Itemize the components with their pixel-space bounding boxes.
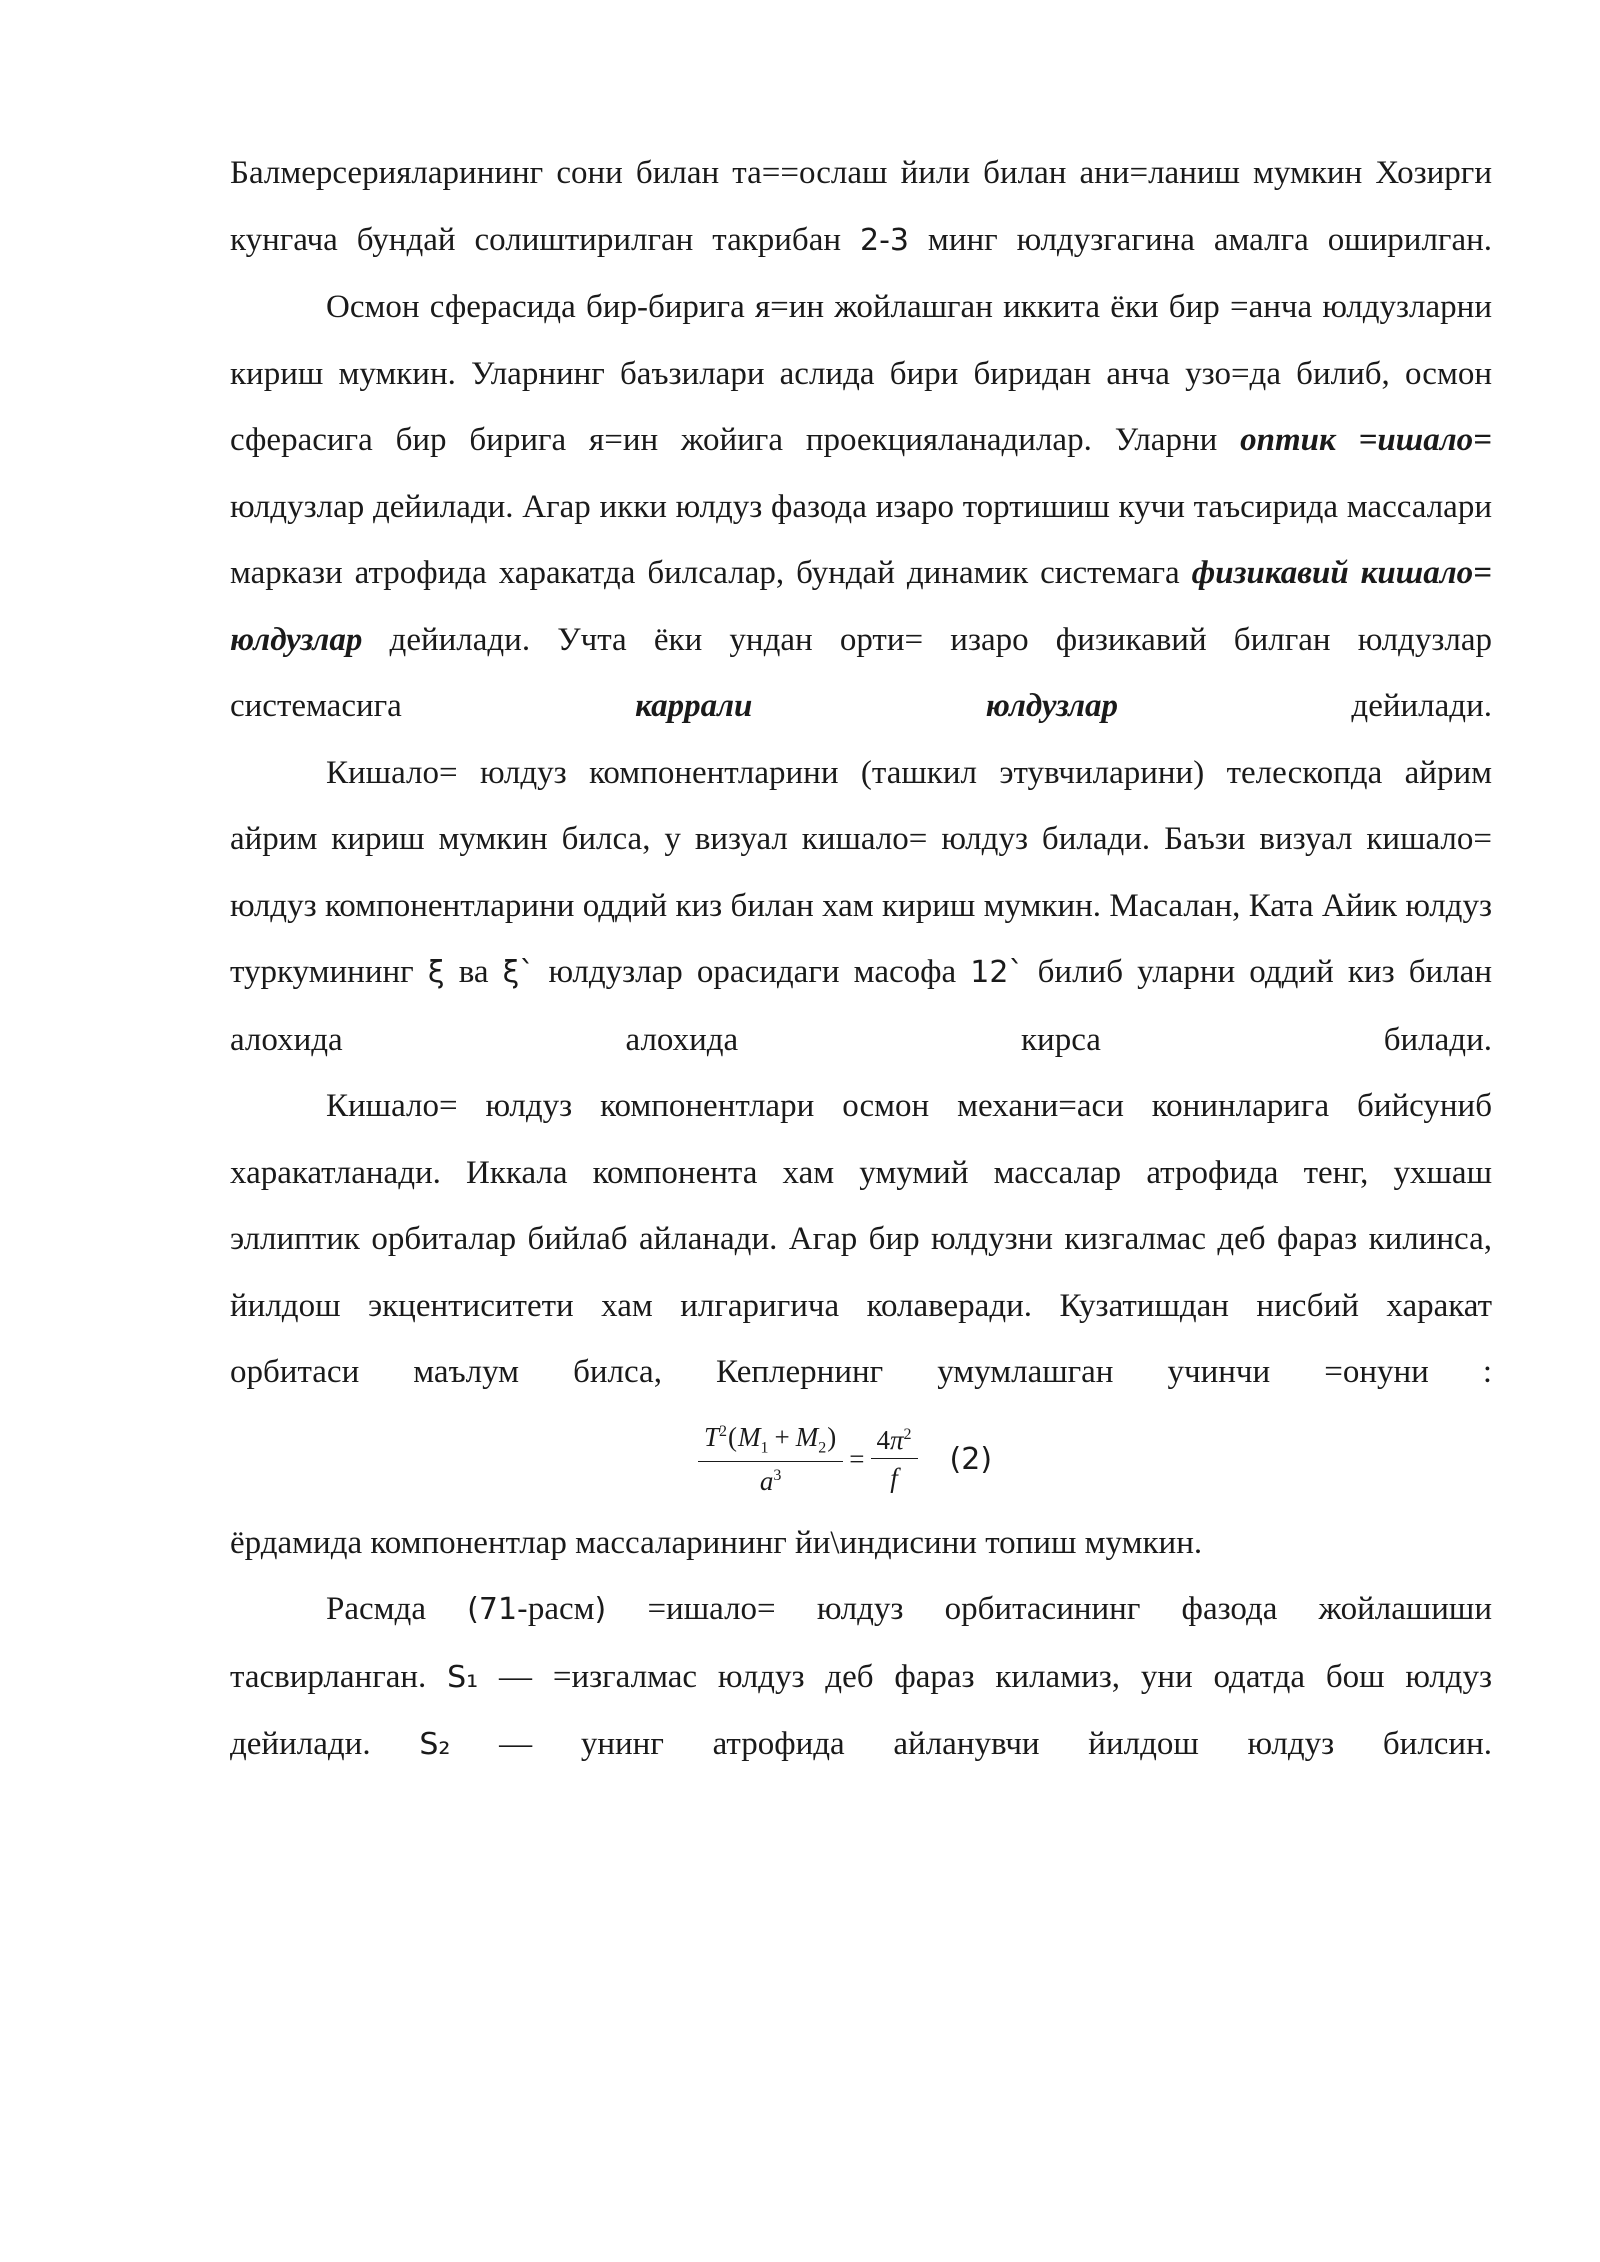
text-run: — =изгалмас юлдуз деб фараз киламиз, уни одатда бош юлдуз дейилади.	[230, 1658, 1492, 1762]
paragraph-4	[230, 1073, 1492, 1406]
document-page	[230, 140, 1492, 1779]
fraction-numerator: $T^2(M_1 + M_2)$	[698, 1424, 843, 1461]
text-run: =ишало= юлдуз орбитасининг фазода жойлашиши тасвирланган.	[230, 1591, 1492, 1695]
text-run: минг юлдузгагина амалга оширилган.	[908, 221, 1493, 258]
equals-sign: =	[849, 1444, 865, 1474]
fraction-denominator: f	[890, 1463, 898, 1493]
term-physical-binary: физикавий кишало= юлдузлар	[230, 555, 1492, 658]
fraction-right	[871, 1427, 918, 1492]
text-run: расм	[527, 1591, 595, 1627]
text-run: дейилади. Учта ёки ундан орти= изаро физикавий билган юлдузлар системасига	[230, 621, 1492, 724]
text-run: Балмерсерияларининг сони билан та==ослаш йили билан ани=ланиш мумкин Хозирги кунгача бундай солиштирилган такрибан	[230, 155, 1492, 258]
number-range: 2-3	[859, 222, 909, 258]
paragraph-6	[230, 1576, 1492, 1779]
figure-ref: (71-	[467, 1592, 528, 1627]
figure-ref: )	[594, 1592, 607, 1627]
fraction-numerator: $4\pi^2$	[871, 1427, 918, 1459]
text-run: Кишало= юлдуз компонентларини (ташкил этувчиларини) телескопда айрим айрим кириш мумкин билса, у визуал кишало= юлдуз билади. Баъзи визуал кишало= юлдуз компонентларини оддий киз билан хам кириш мумкин. Масалан, Ката Айик юлдуз туркумининг	[230, 754, 1492, 990]
fraction-left	[698, 1424, 843, 1494]
paragraph-1	[230, 140, 1492, 274]
star-s1-label: S₁	[447, 1659, 479, 1695]
paragraph-3	[230, 740, 1492, 1074]
text-run: ва	[444, 954, 503, 990]
text-run: дейилади.	[1118, 688, 1492, 724]
text-run: Осмон сферасида бир-бирига я=ин жойлашган иккита ёки бир =анча юлдузларни кириш мумкин. Уларнинг баъзилари аслида бири биридан анча узо=да билиб, осмон сферасига бир бирига я=ин жойига проекцияланадилар. Уларни	[230, 289, 1492, 458]
term-multiple-stars: каррали юлдузлар	[635, 688, 1119, 724]
kepler-formula	[698, 1416, 992, 1504]
text-run: билиб уларни оддий киз билан алохида алохида кирса билади.	[230, 954, 1492, 1058]
text-run: Расмда	[326, 1591, 468, 1627]
star-s2-label: S₂	[419, 1727, 451, 1762]
fraction-denominator: $a^3$	[759, 1465, 782, 1496]
equation-number: (2)	[949, 1441, 993, 1477]
paragraph-2	[230, 274, 1492, 740]
paragraph-5	[230, 1510, 1492, 1577]
greek-xi: ξ	[427, 955, 445, 990]
greek-xi-prime: ξ`	[502, 955, 535, 990]
text-run: юлдузлар дейилади. Агар икки юлдуз фазода изаро тортишиш кучи таъсирида массалари маркази атрофида харакатда билсалар, бундай динамик системага	[230, 488, 1492, 591]
text-run: — унинг атрофида айланувчи йилдош юлдуз билсин.	[450, 1726, 1493, 1762]
text-run: юлдузлар орасидаги масофа	[534, 954, 971, 990]
angle-value: 12`	[970, 955, 1024, 990]
text-run: Кишало= юлдуз компонентлари осмон механи=аси конинларига бийсуниб харакатланади. Иккала компонента хам умумий массалар атрофида тенг, ухшаш эллиптик орбиталар бийлаб айланади. Агар бир юлдузни кизгалмас деб фараз килинса, йилдош экцентиситети хам илгаригича колаверади. Кузатишдан нисбий харакат орбитаси маълум билса, Кеплернинг умумлашган учинчи =онуни :	[230, 1088, 1492, 1390]
text-run: ёрдамида компонентлар массаларининг йи\индисини топиш мумкин.	[230, 1524, 1203, 1561]
term-optical-binary: оптик =ишало=	[1240, 422, 1492, 458]
formula-row	[230, 1410, 1492, 1510]
